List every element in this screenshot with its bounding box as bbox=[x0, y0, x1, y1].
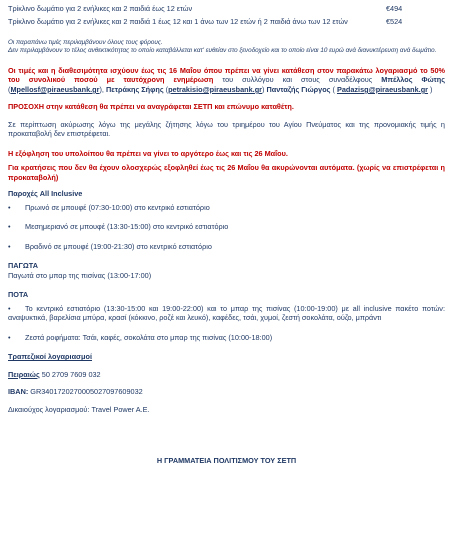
drinks-title: ΠΟΤΑ bbox=[8, 290, 29, 300]
iban-label: IBAN: bbox=[8, 387, 29, 397]
tax-note-line2: Δεν περιλαμβάνουν το τέλος ανθεκτικότητας το οποίο καταβάλλεται κατ' ευθείαν στο ξενοδοχείο και το οποίο είναι 10 ευρώ ανά διανυκτέρευση ανά δωμάτιο. bbox=[8, 47, 437, 55]
separator: ), bbox=[99, 84, 106, 94]
list-item bbox=[8, 242, 445, 251]
balance-deadline: Η εξόφληση του υπολοίπου θα πρέπει να γίνει το αργότερο έως και τις 26 Μαΐου. bbox=[8, 148, 288, 158]
list-item bbox=[8, 333, 445, 342]
tax-note bbox=[8, 39, 445, 56]
deposit-deadline: Οι τιμές και η διαθεσιμότητα ισχύουν έως τις 16 Μαΐου όπου πρέπει να γίνει κατάθεση στον παρακάτω λογαριασμό το 50% του συνολικού ποσού με ταυτόχρονη ενημέρωση bbox=[8, 65, 445, 85]
bullet-icon: • bbox=[8, 222, 11, 232]
iban-value: GR3401720270005027097609032 bbox=[28, 387, 143, 397]
room-price: €494 bbox=[386, 4, 403, 13]
room-description: Τρίκλινο δωμάτιο για 2 ενήλικες και 2 παιδιά 1 έως 12 και 1 άνω των 12 ετών ή 2 παιδιά άνω των 12 ετών bbox=[8, 17, 348, 27]
footer-signature: Η ΓΡΑΜΜΑΤΕΙΑ ΠΟΛΙΤΙΣΜΟΥ ΤΟΥ ΣΕΤΠ bbox=[156, 456, 297, 466]
meal-dinner: Βραδινό σε μπουφέ (19:00-21:30) στο κεντρικό εστιατόριο bbox=[25, 241, 212, 251]
list-item bbox=[8, 203, 445, 212]
ice-cream-title: ΠΑΓΩΤΑ bbox=[8, 261, 38, 271]
list-item bbox=[8, 304, 445, 323]
separator: ) bbox=[262, 84, 267, 94]
iban-line bbox=[8, 387, 445, 396]
contact-email-3[interactable]: Padazisg@piraeusbank.gr bbox=[336, 84, 429, 94]
bank-account-line bbox=[8, 370, 445, 379]
hot-drinks: Ζεστά ροφήματα: Τσάι, καφές, σοκολάτα στο μπαρ της πισίνας (10:00-18:00) bbox=[25, 332, 273, 342]
document bbox=[8, 0, 445, 466]
non-refundable-note: Σε περίπτωση ακύρωσης λόγω της μεγάλης ζήτησης λόγω του τριημέρου του Αγίου Πνεύματος και της προνομιακής τιμής η προκαταβολή δεν επιστρέφεται. bbox=[8, 119, 445, 139]
drinks-description: Το κεντρικό εστιατόριο (13:30-15:00 και 19:00-22:00) και το μπαρ της πισίνας (10:00-19:00) με all inclusive πακέτο ποτών: αναψυκτικά, βαρελίσια μπύρα, κρασί (κόκκινο, ροζέ και λευκό), καφέδες, τσάι, χυμοί, ζεστή σοκολάτα, ούζο, μπράντι bbox=[8, 303, 445, 323]
bank-account-number: 50 2709 7609 032 bbox=[39, 369, 101, 379]
cancel-warning: Για κρατήσεις που δεν θα έχουν ολοσχερώς εξοφληθεί έως τις 26 Μαΐου θα ακυρώνονται αυτόματα. (χωρίς να επιστρέφεται η προκαταβολή) bbox=[8, 163, 445, 182]
bullet-icon: • bbox=[8, 303, 11, 313]
tax-note-line1: Οι παραπάνω τιμές περιλαμβάνουν όλους τους φόρους. bbox=[8, 38, 163, 46]
contact-name-1: Μπέλλος Φώτης bbox=[381, 75, 445, 85]
price-row bbox=[8, 0, 445, 27]
beneficiary: Δικαιούχος λογαριασμού: Travel Power A.E. bbox=[8, 404, 150, 414]
list-item bbox=[8, 222, 445, 231]
room-price: €524 bbox=[386, 17, 403, 27]
meal-breakfast: Πρωινό σε μπουφέ (07:30-10:00) στο κεντρικό εστιατόριο bbox=[25, 202, 210, 212]
room-description: Τρίκλινο δωμάτιο για 2 ενήλικες και 2 παιδιά έως 12 ετών bbox=[8, 4, 193, 13]
meal-lunch: Μεσημεριανό σε μπουφέ (13:30-15:00) στο κεντρικό εστιατόριο bbox=[25, 222, 229, 232]
ice-cream-text: Παγωτά στο μπαρ της πισίνας (13:00-17:00) bbox=[8, 270, 152, 280]
contact-email-1[interactable]: Mpellosf@piraeusbank.gr bbox=[10, 84, 100, 94]
booking-instructions: Οι τιμές και η διαθεσιμότητα ισχύουν έως τις 16 Μαΐου όπου πρέπει να γίνει κατάθεση στον παρακάτω λογαριασμό το 50% του συνολικού ποσού με ταυτόχρονη ενημέρωση του συλλόγου και στους συναδέλφους Μπέλλος Φώτης (Mpellosf@piraeusbank.gr), Πετράκης Σήφης (petrakisio@piraeusbank.gr) Πανταζής Γιώργος ( Padazisg@piraeusbank.gr ) bbox=[8, 65, 445, 94]
bullet-icon: • bbox=[8, 202, 11, 212]
booking-contact-intro: του συλλόγου και στους συναδέλφους bbox=[213, 75, 382, 85]
contact-email-2[interactable]: petrakisio@piraeusbank.gr bbox=[168, 84, 262, 94]
bullet-icon: • bbox=[8, 332, 11, 342]
contact-name-2: Πετράκης Σήφης bbox=[105, 84, 164, 94]
contact-name-3: Πανταζής Γιώργος bbox=[266, 84, 331, 94]
bank-accounts-title: Τραπεζικοί λογαριασμοί bbox=[8, 352, 92, 362]
all-inclusive-title: Παροχές All Inclusive bbox=[8, 189, 83, 199]
attention-note: ΠΡΟΣΟΧΗ στην κατάθεση θα πρέπει να αναγράφεται ΣΕΤΠ και επώνυμο καταθέτη. bbox=[8, 102, 294, 112]
bank-name: Πειραιώς bbox=[8, 369, 40, 379]
bullet-icon: • bbox=[8, 241, 11, 251]
